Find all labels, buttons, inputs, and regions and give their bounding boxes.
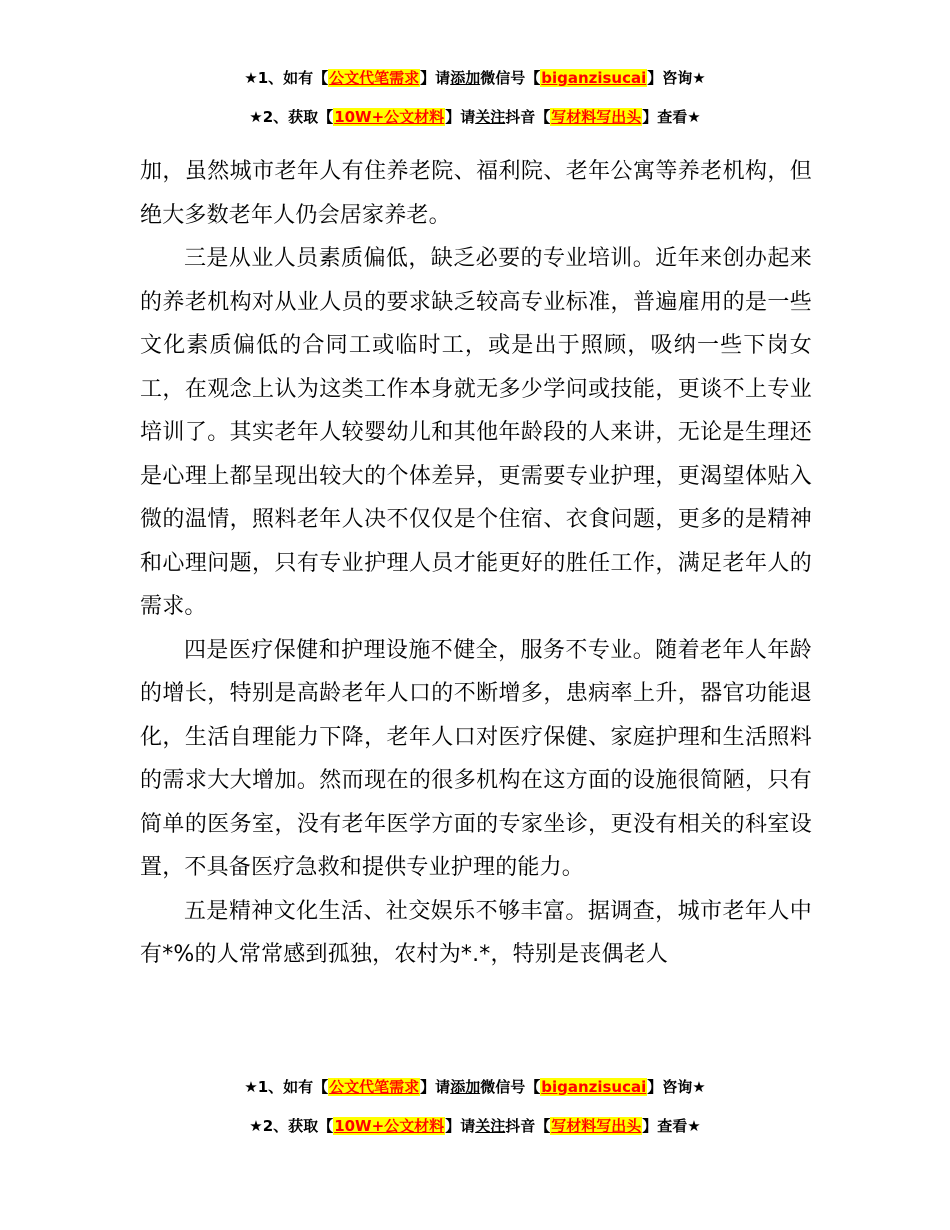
ad-suffix: 】咨询★ [647,1078,706,1096]
footer-ad-line-1 [0,1077,950,1097]
ad-highlight-service: 公文代笔需求 [329,69,420,87]
body-paragraph-continuation: 加，虽然城市老年人有住养老院、福利院、老年公寓等养老机构，但绝大多数老年人仍会居家养老。 [140,159,812,228]
ad-highlight-douyin-account: 写材料写出头 [551,108,642,126]
document-body [140,150,812,977]
ad-underlined-text: 关注 [475,108,506,126]
ad-text: 微信号【 [480,69,541,87]
ad-highlight-materials: 10W+公文材料 [334,1117,445,1135]
ad-underlined-text: 添加 [450,69,481,87]
ad-prefix: ★2、获取【 [249,108,334,126]
ad-text: 】请 [445,108,476,126]
ad-text: 】请 [445,1117,476,1135]
body-paragraph-4: 四是医疗保健和护理设施不健全，服务不专业。随着老年人年龄的增长，特别是高龄老年人口的不断增多，患病率上升，器官功能退化，生活自理能力下降，老年人口对医疗保健、家庭护理和生活照料的需求大大增加。然而现在的很多机构在这方面的设施很简陋，只有简单的医务室，没有老年医学方面的专家坐诊，更没有相关的科室设置，不具备医疗急救和提供专业护理的能力。 [140,637,812,880]
ad-prefix: ★1、如有【 [244,1078,329,1096]
ad-underlined-text: 关注 [475,1117,506,1135]
header-ad-line-2 [0,107,950,127]
ad-underlined-text: 添加 [450,1078,481,1096]
body-paragraph-5: 五是精神文化生活、社交娱乐不够丰富。据调查，城市老年人中有*%的人常常感到孤独，农村为*.*，特别是丧偶老人 [140,898,812,967]
ad-highlight-douyin-account: 写材料写出头 [551,1117,642,1135]
body-paragraph-3: 三是从业人员素质偏低，缺乏必要的专业培训。近年来创办起来的养老机构对从业人员的要求缺乏较高专业标准，普遍雇用的是一些文化素质偏低的合同工或临时工，或是出于照顾，吸纳一些下岗女工，在观念上认为这类工作本身就无多少学问或技能，更谈不上专业培训了。其实老年人较婴幼儿和其他年龄段的人来讲，无论是生理还是心理上都呈现出较大的个体差异，更需要专业护理，更渴望体贴入微的温情，照料老年人决不仅仅是个住宿、衣食问题，更多的是精神和心理问题，只有专业护理人员才能更好的胜任工作，满足老年人的需求。 [140,246,812,619]
ad-suffix: 】查看★ [642,1117,701,1135]
ad-suffix: 】查看★ [642,108,701,126]
footer-ad-line-2 [0,1116,950,1136]
ad-prefix: ★1、如有【 [244,69,329,87]
ad-highlight-wechat-id: biganzisucai [541,69,647,87]
header-ad-line-1 [0,68,950,88]
ad-prefix: ★2、获取【 [249,1117,334,1135]
ad-text: 抖音【 [505,1117,551,1135]
ad-text: 】请 [420,1078,451,1096]
ad-highlight-wechat-id: biganzisucai [541,1078,647,1096]
ad-text: 抖音【 [505,108,551,126]
ad-text: 】请 [420,69,451,87]
ad-highlight-service: 公文代笔需求 [329,1078,420,1096]
ad-suffix: 】咨询★ [647,69,706,87]
ad-highlight-materials: 10W+公文材料 [334,108,445,126]
ad-text: 微信号【 [480,1078,541,1096]
